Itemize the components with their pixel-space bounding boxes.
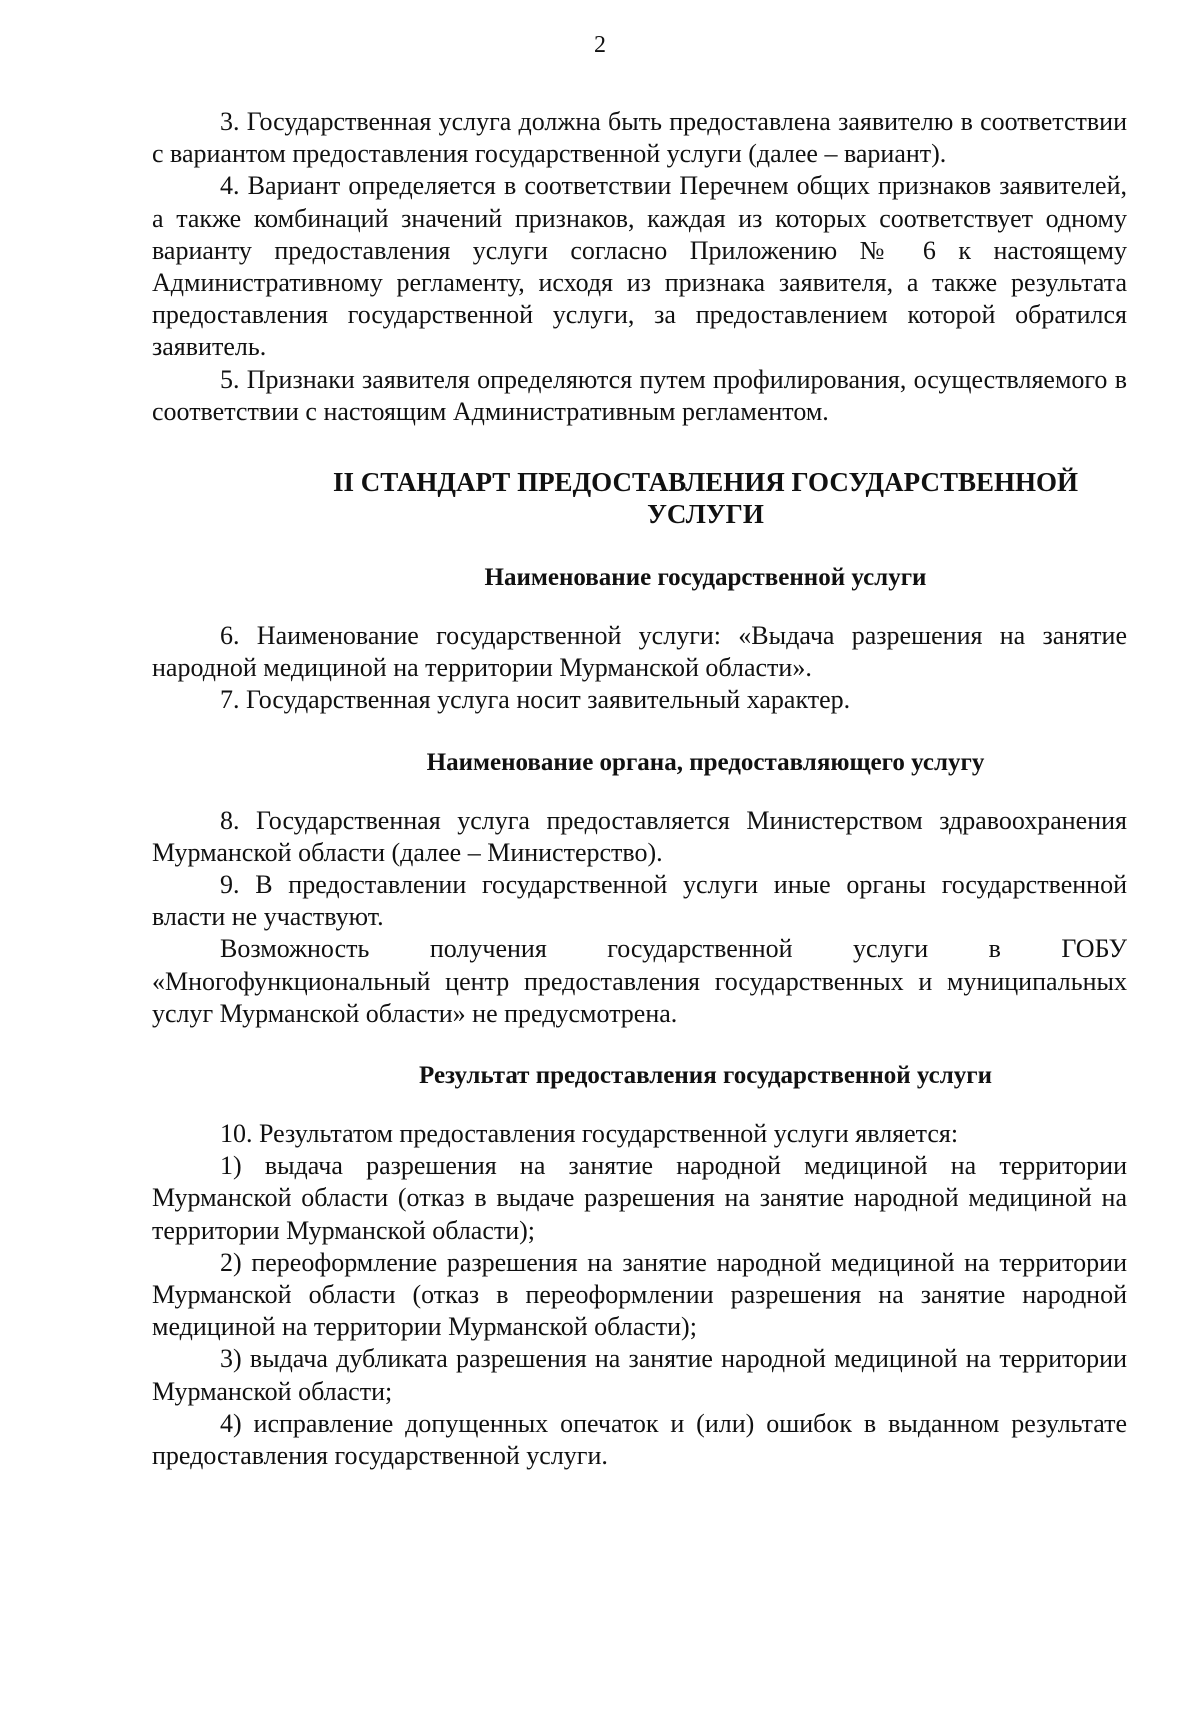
result-item-2: 2) переоформление разрешения на занятие народной медициной на территории Мурманской области (отказ в переоформлении разрешения на занятие народной медициной на территории Мурманской области); bbox=[152, 1247, 1127, 1342]
paragraph-8: 8. Государственная услуга предоставляется Министерством здравоохранения Мурманской области (далее – Министерство). bbox=[152, 805, 1127, 867]
paragraph-10: 10. Результатом предоставления государственной услуги является: bbox=[220, 1119, 959, 1149]
paragraph-9: 9. В предоставлении государственной услуги иные органы государственной власти не участвуют. bbox=[152, 870, 1127, 932]
result-item-3: 3) выдача дубликата разрешения на занятие народной медициной на территории Мурманской области; bbox=[152, 1344, 1127, 1406]
section-heading-line-1: II СТАНДАРТ ПРЕДОСТАВЛЕНИЯ ГОСУДАРСТВЕННОЙ bbox=[332, 467, 1078, 498]
result-item-1: 1) выдача разрешения на занятие народной медициной на территории Мурманской области (отказ в выдаче разрешения на занятие народной медициной на территории Мурманской области); bbox=[152, 1151, 1127, 1245]
subsection-heading-authority: Наименование органа, предоставляющего услугу bbox=[426, 748, 985, 776]
paragraph-mfc-note: Возможность получения государственной услуги в ГОБУ «Многофункциональный центр предоставления государственных и муниципальных услуг Мурманской области» не предусмотрена. bbox=[152, 934, 1127, 1028]
subsection-heading-result: Результат предоставления государственной услуги bbox=[419, 1062, 992, 1090]
section-heading-line-2: УСЛУГИ bbox=[647, 499, 764, 530]
result-item-4: 4) исправление допущенных опечаток и (или) ошибок в выданном результате предоставления государственной услуги. bbox=[152, 1408, 1127, 1471]
paragraph-3: 3. Государственная услуга должна быть предоставлена заявителю в соответствии с вариантом предоставления государственной услуги (далее – вариант). bbox=[152, 107, 1127, 169]
paragraph-4: 4. Вариант определяется в соответствии Перечнем общих признаков заявителей, а также комбинаций значений признаков, каждая из которых соответствует одному варианту предоставления услуги согласно Приложению № 6 к настоящему Административному регламенту, исходя из признака заявителя, а также результата предоставления государственной услуги, за предоставлением которой обратился заявитель. bbox=[152, 171, 1127, 362]
document-body bbox=[152, 106, 1127, 1472]
page-number: 2 bbox=[594, 32, 606, 58]
subsection-heading-service-name: Наименование государственной услуги bbox=[484, 564, 927, 592]
paragraph-7: 7. Государственная услуга носит заявительный характер. bbox=[220, 685, 851, 715]
paragraph-5: 5. Признаки заявителя определяются путем профилирования, осуществляемого в соответствии с настоящим Административным регламентом. bbox=[152, 364, 1127, 426]
paragraph-6: 6. Наименование государственной услуги: «Выдача разрешения на занятие народной медициной на территории Мурманской области». bbox=[152, 621, 1127, 683]
section-heading bbox=[152, 466, 1127, 530]
